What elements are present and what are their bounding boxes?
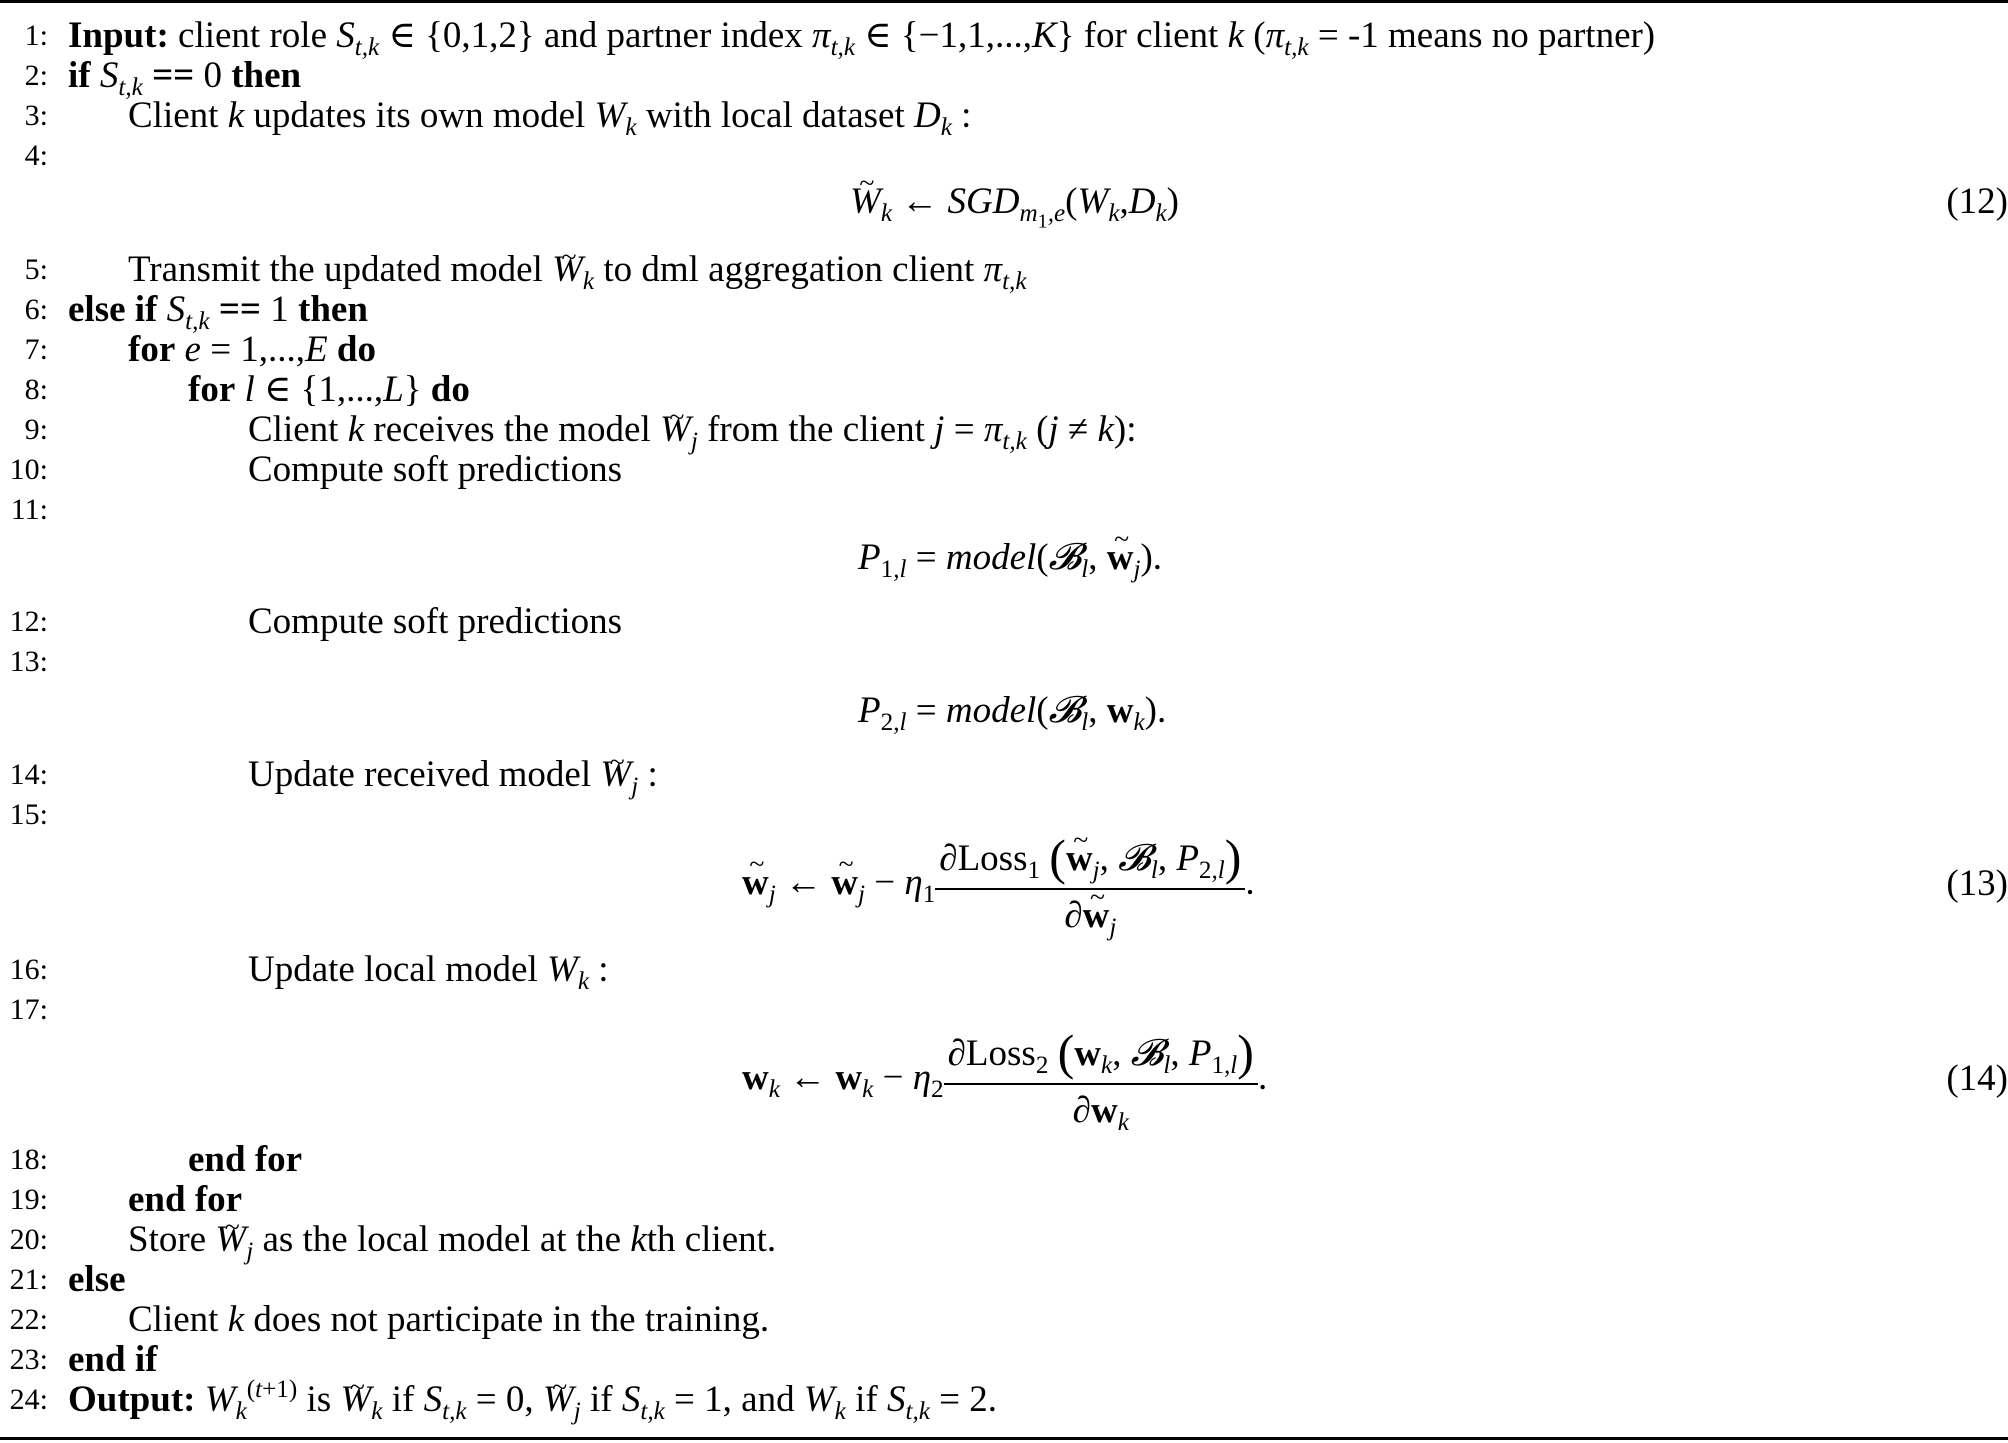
end-for-keyword: end for <box>188 1139 303 1180</box>
line-number: 1: <box>24 19 48 52</box>
equation-12: ~ $W_k$ ← $SGD_{m_1,e}(W_k,D_k)$ <box>850 180 1179 223</box>
bottom-rule <box>0 1437 2008 1440</box>
equation-number-13: (13) <box>1946 863 2008 904</box>
line-number: 18: <box>9 1143 48 1176</box>
line-number: 19: <box>9 1183 48 1216</box>
line-content: Update received model ~ $W_j$ : <box>248 755 658 795</box>
line-number: 23: <box>9 1343 48 1376</box>
line-content: Transmit the updated model ~ $W_k$ to dml aggregation client $\pi_{t,k}$ <box>128 250 1027 290</box>
line-number: 24: <box>9 1383 48 1416</box>
equation-p2: $P_{2,l}$ = model(𝓑$_l$, $w_k$). <box>858 688 1167 737</box>
line-number: 15: <box>9 798 48 831</box>
line-number: 13: <box>9 645 48 678</box>
for-keyword: for <box>188 369 236 410</box>
line-number: 16: <box>9 953 48 986</box>
line-content: Client k updates its own model $W_k$ with local dataset $D_k$ : <box>128 95 972 142</box>
line-content <box>68 1340 157 1380</box>
line-content: Compute soft predictions <box>248 449 623 490</box>
line-content: Input: client role $S_{t,k}$ ∈ {0,1,2} and partner index $\pi_{t,k}$ ∈ {−1,1,...,K} for client k ($\pi_{t,k} = -1$ means no partner) <box>68 15 1656 62</box>
line-content: else if $S_{t,k} == 1$ then <box>68 289 368 336</box>
equation-13: ~ $w_j$ ← ~ $w_j - \eta_1$ $\frac{\partial Loss_1 (\sim w_j, 𝓑_l, P_{2,l})}{\partial\sim w_j}$ . <box>742 828 1255 937</box>
line-content: Client k does not participate in the training. <box>128 1299 770 1340</box>
equation-p1: $P_{1,l}$ = model(𝓑$_l$, ~ $w_j$). <box>858 535 1162 579</box>
else-keyword: else <box>68 1259 126 1300</box>
then-keyword: then <box>298 289 368 330</box>
line-number: 8: <box>24 373 48 406</box>
else-if-keyword: else if <box>68 289 158 330</box>
line-content: Store ~ $W_j$ as the local model at the kth client. <box>128 1220 776 1260</box>
output-keyword: Output: <box>68 1379 196 1420</box>
line-number: 3: <box>24 99 48 132</box>
line-content: Output: $W_k^{(t+1)}$ is ~ $W_k$ if $S_{t,k} = 0$, ~ $W_j$ if $S_{t,k} = 1$, and $W_k$ if $S_{t,k} = 2$. <box>68 1380 997 1420</box>
line-number: 17: <box>9 993 48 1026</box>
equation-14: $w_k$ ← $w_k - \eta_2$ $\frac{\partial Loss_2 (w_k, 𝓑_l, P_{1,l})}{\partial w_k}$ . <box>742 1024 1268 1137</box>
line-content: for l ∈ {1,...,L} do <box>188 369 470 410</box>
line-number: 6: <box>24 293 48 326</box>
do-keyword: do <box>336 329 376 370</box>
line-content: Client k receives the model ~ $W_j$ from the client $j = \pi_{t,k}$ (j ≠ k): <box>248 410 1137 450</box>
line-number: 2: <box>24 59 48 92</box>
line-number: 10: <box>9 453 48 486</box>
line-number: 4: <box>24 139 48 172</box>
line-number: 20: <box>9 1223 48 1256</box>
do-keyword: do <box>430 369 470 410</box>
end-if-keyword: end if <box>68 1339 158 1380</box>
line-content: Compute soft predictions <box>248 601 623 642</box>
line-content: Update local model $W_k$ : <box>248 949 609 996</box>
line-content: if $S_{t,k} == 0$ then <box>68 55 302 102</box>
line-number: 9: <box>24 413 48 446</box>
then-keyword: then <box>231 55 302 96</box>
top-rule <box>0 0 2008 3</box>
line-content <box>188 1140 302 1180</box>
line-number: 7: <box>24 333 48 366</box>
line-number: 22: <box>9 1303 48 1336</box>
line-content <box>68 1260 126 1300</box>
equation-number-14: (14) <box>1946 1058 2008 1099</box>
end-for-keyword: end for <box>128 1179 243 1220</box>
equation-number-12: (12) <box>1946 181 2008 222</box>
input-keyword: Input: <box>68 15 169 56</box>
line-number: 21: <box>9 1263 48 1296</box>
for-keyword: for <box>128 329 176 370</box>
line-number: 5: <box>24 253 48 286</box>
if-keyword: if <box>68 55 91 96</box>
line-number: 12: <box>9 605 48 638</box>
line-number: 14: <box>9 758 48 791</box>
line-number: 11: <box>10 493 48 526</box>
line-content: for e = 1,...,E do <box>128 329 376 370</box>
